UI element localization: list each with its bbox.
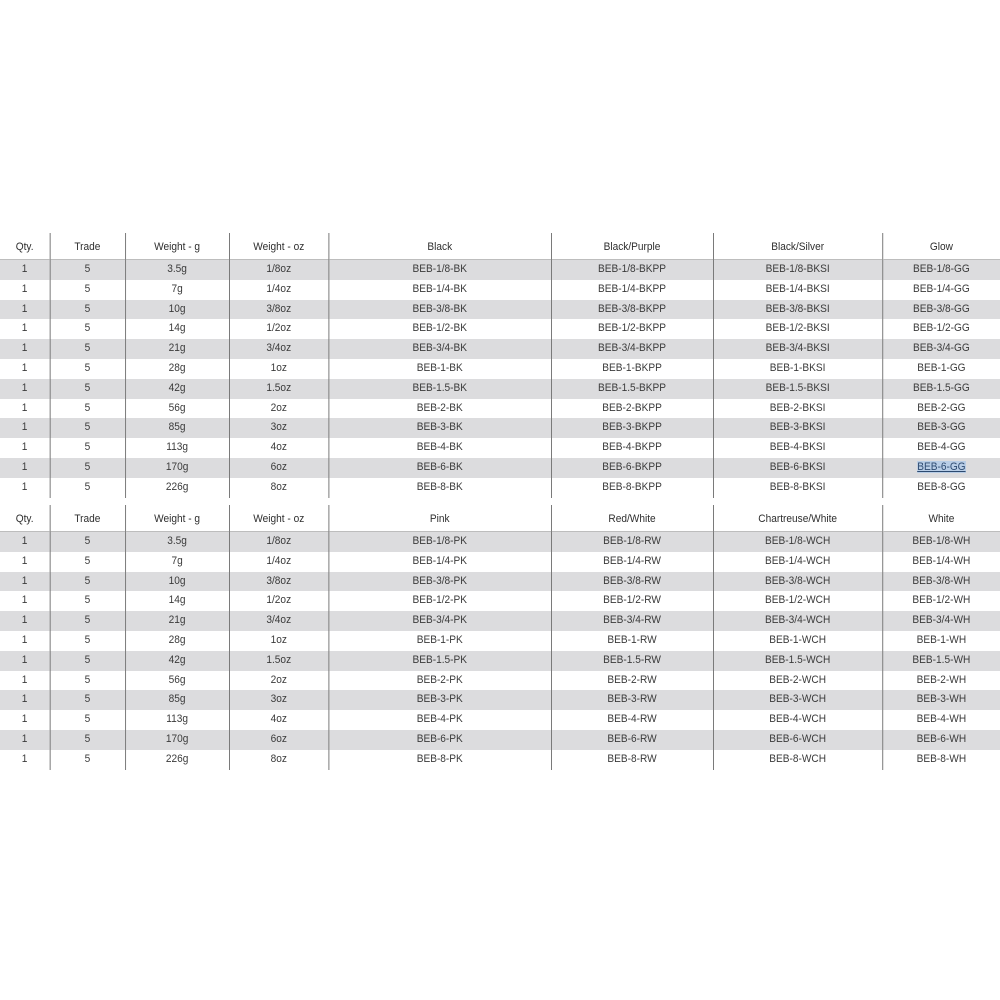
table-cell: BEB-3/8-PK	[328, 572, 551, 592]
table-cell: BEB-1/4-BK	[328, 280, 551, 300]
table-cell: 1	[0, 611, 50, 631]
table-cell: 5	[50, 319, 125, 339]
table-cell: BEB-1/8-PK	[328, 532, 551, 552]
table-cell: BEB-4-WH	[882, 710, 1000, 730]
table-cell: BEB-3-BK	[328, 418, 551, 438]
table-cell: 2oz	[229, 671, 328, 691]
table-cell: BEB-3/4-BK	[328, 339, 551, 359]
table-cell: 3/8oz	[229, 572, 328, 592]
table-cell: 1/2oz	[229, 591, 328, 611]
table-cell: BEB-1-GG	[882, 359, 1000, 379]
table-cell: BEB-1/2-WCH	[713, 591, 882, 611]
table-cell: BEB-3/8-RW	[551, 572, 713, 592]
table-cell: 1	[0, 671, 50, 691]
table-cell: BEB-1.5-WH	[882, 651, 1000, 671]
table-cell: 5	[50, 359, 125, 379]
table-cell: BEB-3/8-BKSI	[713, 300, 882, 320]
column-header: Red/White	[551, 505, 713, 532]
table-cell: 1/2oz	[229, 319, 328, 339]
table-cell: 1	[0, 438, 50, 458]
table-cell: 5	[50, 399, 125, 419]
table-cell: 1	[0, 379, 50, 399]
table-row	[0, 359, 1000, 379]
table-cell: 1/4oz	[229, 280, 328, 300]
table-cell: BEB-3/4-PK	[328, 611, 551, 631]
table-cell: 6oz	[229, 458, 328, 478]
column-header: Glow	[929, 241, 953, 253]
table-cell: 113g	[125, 710, 229, 730]
product-table-1	[0, 233, 1000, 498]
table-cell: BEB-4-BKSI	[713, 438, 882, 458]
table-cell: BEB-3/4-RW	[551, 611, 713, 631]
table-cell: 113g	[125, 438, 229, 458]
table-cell: 5	[50, 730, 125, 750]
table-cell: 3/8oz	[229, 300, 328, 320]
table-cell: 5	[50, 260, 125, 280]
table-cell: BEB-1/2-PK	[328, 591, 551, 611]
column-header: Black/Purple	[551, 233, 713, 260]
table-cell: BEB-1/4-WH	[882, 552, 1000, 572]
table-cell: 7g	[125, 552, 229, 572]
table-cell: 1	[0, 478, 50, 498]
table-cell: 1oz	[229, 631, 328, 651]
table-cell: BEB-6-BKPP	[551, 458, 713, 478]
table-cell: 5	[50, 478, 125, 498]
table-cell: BEB-3-RW	[551, 690, 713, 710]
table-cell: BEB-2-PK	[328, 671, 551, 691]
column-header: Pink	[328, 505, 551, 532]
table-cell: BEB-1/8-GG	[882, 260, 1000, 280]
table-row	[0, 611, 1000, 631]
column-header: Black	[328, 233, 551, 260]
table-row	[0, 280, 1000, 300]
table-cell: 56g	[125, 399, 229, 419]
table-cell: BEB-3-BKSI	[713, 418, 882, 438]
table-cell: 3.5g	[125, 532, 229, 552]
table-cell: BEB-3/8-WCH	[713, 572, 882, 592]
table-cell: BEB-1-WH	[882, 631, 1000, 651]
table-cell: 1	[0, 399, 50, 419]
table-cell: BEB-2-WCH	[713, 671, 882, 691]
table-cell: 5	[50, 438, 125, 458]
table-cell: 1.5oz	[229, 379, 328, 399]
table-row	[0, 572, 1000, 592]
table-cell: 1/8oz	[229, 260, 328, 280]
table-cell: 5	[50, 591, 125, 611]
table-cell: 5	[50, 458, 125, 478]
table-row	[0, 319, 1000, 339]
table-cell: BEB-3-WCH	[713, 690, 882, 710]
table-row	[0, 591, 1000, 611]
column-header: White	[928, 513, 955, 525]
table-cell: BEB-6-WCH	[713, 730, 882, 750]
table-cell: 2oz	[229, 399, 328, 419]
table-cell: BEB-1/4-BKPP	[551, 280, 713, 300]
table-cell: BEB-1/4-WCH	[713, 552, 882, 572]
table-cell: 1	[0, 359, 50, 379]
table-cell: 1.5oz	[229, 651, 328, 671]
table-cell: BEB-4-WCH	[713, 710, 882, 730]
table-row	[0, 671, 1000, 691]
table-cell: BEB-1/8-RW	[551, 532, 713, 552]
table-cell: 1	[0, 280, 50, 300]
table-cell: 5	[50, 671, 125, 691]
table-cell: BEB-1.5-BK	[328, 379, 551, 399]
table-cell: BEB-1/4-GG	[882, 280, 1000, 300]
column-header: Black/Silver	[713, 233, 882, 260]
table-cell: 10g	[125, 300, 229, 320]
table-cell: 3/4oz	[229, 339, 328, 359]
table-cell: 14g	[125, 591, 229, 611]
column-header: Weight - g	[125, 505, 229, 532]
table-cell: 21g	[125, 339, 229, 359]
table-cell: 1	[0, 532, 50, 552]
table-cell: 5	[50, 418, 125, 438]
table-cell: 21g	[125, 611, 229, 631]
table-row	[0, 438, 1000, 458]
column-header: Qty.	[0, 233, 50, 260]
product-table-2	[0, 505, 1000, 770]
table-cell: 85g	[125, 418, 229, 438]
column-header: Weight - g	[125, 233, 229, 260]
table-cell: BEB-1/2-BKPP	[551, 319, 713, 339]
table-cell: BEB-3-BKPP	[551, 418, 713, 438]
table-cell: BEB-8-RW	[551, 750, 713, 770]
table-cell: BEB-1.5-RW	[551, 651, 713, 671]
table-cell: BEB-2-BKPP	[551, 399, 713, 419]
table-cell: BEB-8-BK	[328, 478, 551, 498]
table-cell: 1	[0, 319, 50, 339]
table-cell: 1	[0, 710, 50, 730]
table-cell: 1	[0, 591, 50, 611]
column-header: Qty.	[0, 505, 50, 532]
table-cell: 5	[50, 532, 125, 552]
table-cell: BEB-1-PK	[328, 631, 551, 651]
table-row	[0, 300, 1000, 320]
table-row	[0, 690, 1000, 710]
table-cell: 1	[0, 572, 50, 592]
table-row	[0, 651, 1000, 671]
table-cell: 5	[50, 710, 125, 730]
table-cell: BEB-1/2-GG	[882, 319, 1000, 339]
table-cell: BEB-3/4-GG	[882, 339, 1000, 359]
table-row	[0, 532, 1000, 552]
table-cell: BEB-1/8-BK	[328, 260, 551, 280]
table-cell: BEB-8-WH	[882, 750, 1000, 770]
table-cell: BEB-3-PK	[328, 690, 551, 710]
table-cell: BEB-4-RW	[551, 710, 713, 730]
table-cell: 5	[50, 750, 125, 770]
table-cell: BEB-6-WH	[882, 730, 1000, 750]
table-cell: BEB-8-BKPP	[551, 478, 713, 498]
table-cell	[882, 458, 1000, 478]
table-cell: BEB-1-BKSI	[713, 359, 882, 379]
column-header: Trade	[50, 233, 125, 260]
table-cell: 5	[50, 572, 125, 592]
table-cell: 5	[50, 339, 125, 359]
table-cell: BEB-3-GG	[882, 418, 1000, 438]
table-cell: BEB-1-RW	[551, 631, 713, 651]
column-header: Weight - oz	[229, 233, 328, 260]
table-cell: 1	[0, 260, 50, 280]
table-cell: 1	[0, 750, 50, 770]
table-cell: BEB-3/4-WH	[882, 611, 1000, 631]
table-cell: BEB-1-BKPP	[551, 359, 713, 379]
table-cell: 42g	[125, 379, 229, 399]
table-cell: BEB-8-BKSI	[713, 478, 882, 498]
table-cell: BEB-3/8-BKPP	[551, 300, 713, 320]
table-cell: 170g	[125, 458, 229, 478]
table-row	[0, 552, 1000, 572]
table-cell: BEB-1/4-BKSI	[713, 280, 882, 300]
table-row	[0, 710, 1000, 730]
table-row	[0, 339, 1000, 359]
table-cell: 1	[0, 690, 50, 710]
table-cell: 56g	[125, 671, 229, 691]
column-header: Chartreuse/White	[713, 505, 882, 532]
table-cell: BEB-1-WCH	[713, 631, 882, 651]
table-row	[0, 730, 1000, 750]
table-cell: 1	[0, 651, 50, 671]
table-cell: 1oz	[229, 359, 328, 379]
table-body	[0, 532, 1000, 770]
table-cell: BEB-1/4-RW	[551, 552, 713, 572]
table-cell: BEB-8-PK	[328, 750, 551, 770]
table-cell: BEB-3/4-BKSI	[713, 339, 882, 359]
table-cell: BEB-1/8-WCH	[713, 532, 882, 552]
table-cell: 5	[50, 552, 125, 572]
table-cell: BEB-1/2-RW	[551, 591, 713, 611]
table-cell: BEB-3/8-BK	[328, 300, 551, 320]
table-cell: BEB-1/8-WH	[882, 532, 1000, 552]
table-cell: 3.5g	[125, 260, 229, 280]
table-cell: 226g	[125, 750, 229, 770]
table-cell: 5	[50, 300, 125, 320]
selected-text[interactable]: BEB-6-GG	[917, 460, 966, 473]
table-cell: 1/4oz	[229, 552, 328, 572]
table-cell: 1	[0, 418, 50, 438]
table-cell: 5	[50, 651, 125, 671]
table-cell: BEB-4-PK	[328, 710, 551, 730]
column-header: Trade	[50, 505, 125, 532]
table-cell: 5	[50, 690, 125, 710]
table-row	[0, 458, 1000, 478]
table-cell: 85g	[125, 690, 229, 710]
table-cell: BEB-1/8-BKSI	[713, 260, 882, 280]
table-row	[0, 399, 1000, 419]
table-cell: 5	[50, 379, 125, 399]
table-cell: 5	[50, 280, 125, 300]
table-cell: BEB-1/2-WH	[882, 591, 1000, 611]
table-cell: BEB-1/8-BKPP	[551, 260, 713, 280]
table-cell: BEB-1.5-PK	[328, 651, 551, 671]
table-cell: BEB-3-WH	[882, 690, 1000, 710]
table-row	[0, 260, 1000, 280]
table-header	[0, 505, 1000, 532]
table-cell: 1	[0, 631, 50, 651]
table-cell: BEB-1/2-BK	[328, 319, 551, 339]
table-cell: BEB-2-GG	[882, 399, 1000, 419]
table-cell: 4oz	[229, 438, 328, 458]
table-cell: BEB-2-WH	[882, 671, 1000, 691]
table-cell: BEB-6-PK	[328, 730, 551, 750]
table-cell: 28g	[125, 631, 229, 651]
table-row	[0, 379, 1000, 399]
table-cell: BEB-4-BKPP	[551, 438, 713, 458]
table-cell: 5	[50, 611, 125, 631]
table-row	[0, 478, 1000, 498]
table-cell: 3/4oz	[229, 611, 328, 631]
table-cell: BEB-1.5-WCH	[713, 651, 882, 671]
table-cell: BEB-6-BK	[328, 458, 551, 478]
table-body	[0, 260, 1000, 498]
table-cell: 1	[0, 300, 50, 320]
table-cell: 1	[0, 458, 50, 478]
table-cell: BEB-1.5-GG	[882, 379, 1000, 399]
table-cell: BEB-3/8-GG	[882, 300, 1000, 320]
header-row	[0, 233, 1000, 260]
table-cell: 6oz	[229, 730, 328, 750]
table-cell: BEB-6-RW	[551, 730, 713, 750]
table-cell: BEB-1.5-BKSI	[713, 379, 882, 399]
table-cell: 1/8oz	[229, 532, 328, 552]
table-cell: BEB-8-WCH	[713, 750, 882, 770]
table-cell: BEB-2-BK	[328, 399, 551, 419]
table-cell: BEB-4-GG	[882, 438, 1000, 458]
table-cell: 3oz	[229, 418, 328, 438]
table-cell: 170g	[125, 730, 229, 750]
table-cell: 3oz	[229, 690, 328, 710]
table-row	[0, 418, 1000, 438]
table-cell: 10g	[125, 572, 229, 592]
table-cell: 1	[0, 339, 50, 359]
table-cell: BEB-1.5-BKPP	[551, 379, 713, 399]
table-cell: 14g	[125, 319, 229, 339]
table-cell: BEB-1/2-BKSI	[713, 319, 882, 339]
table-cell: 8oz	[229, 750, 328, 770]
table-cell: BEB-1-BK	[328, 359, 551, 379]
table-cell: BEB-8-GG	[882, 478, 1000, 498]
table-cell: 7g	[125, 280, 229, 300]
table-cell: 42g	[125, 651, 229, 671]
table-cell: BEB-3/4-BKPP	[551, 339, 713, 359]
table-cell: 226g	[125, 478, 229, 498]
table-cell: BEB-1/4-PK	[328, 552, 551, 572]
table-header	[0, 233, 1000, 260]
table-cell: BEB-3/8-WH	[882, 572, 1000, 592]
table-cell: 1	[0, 730, 50, 750]
header-row	[0, 505, 1000, 532]
table-cell: BEB-3/4-WCH	[713, 611, 882, 631]
table-cell: 8oz	[229, 478, 328, 498]
table-cell: 5	[50, 631, 125, 651]
table-cell: BEB-4-BK	[328, 438, 551, 458]
table-cell: 1	[0, 552, 50, 572]
table-cell: 28g	[125, 359, 229, 379]
column-header: Weight - oz	[229, 505, 328, 532]
table-row	[0, 631, 1000, 651]
table-cell: BEB-6-BKSI	[713, 458, 882, 478]
table-row	[0, 750, 1000, 770]
table-cell: BEB-2-BKSI	[713, 399, 882, 419]
table-cell: 4oz	[229, 710, 328, 730]
table-cell: BEB-2-RW	[551, 671, 713, 691]
